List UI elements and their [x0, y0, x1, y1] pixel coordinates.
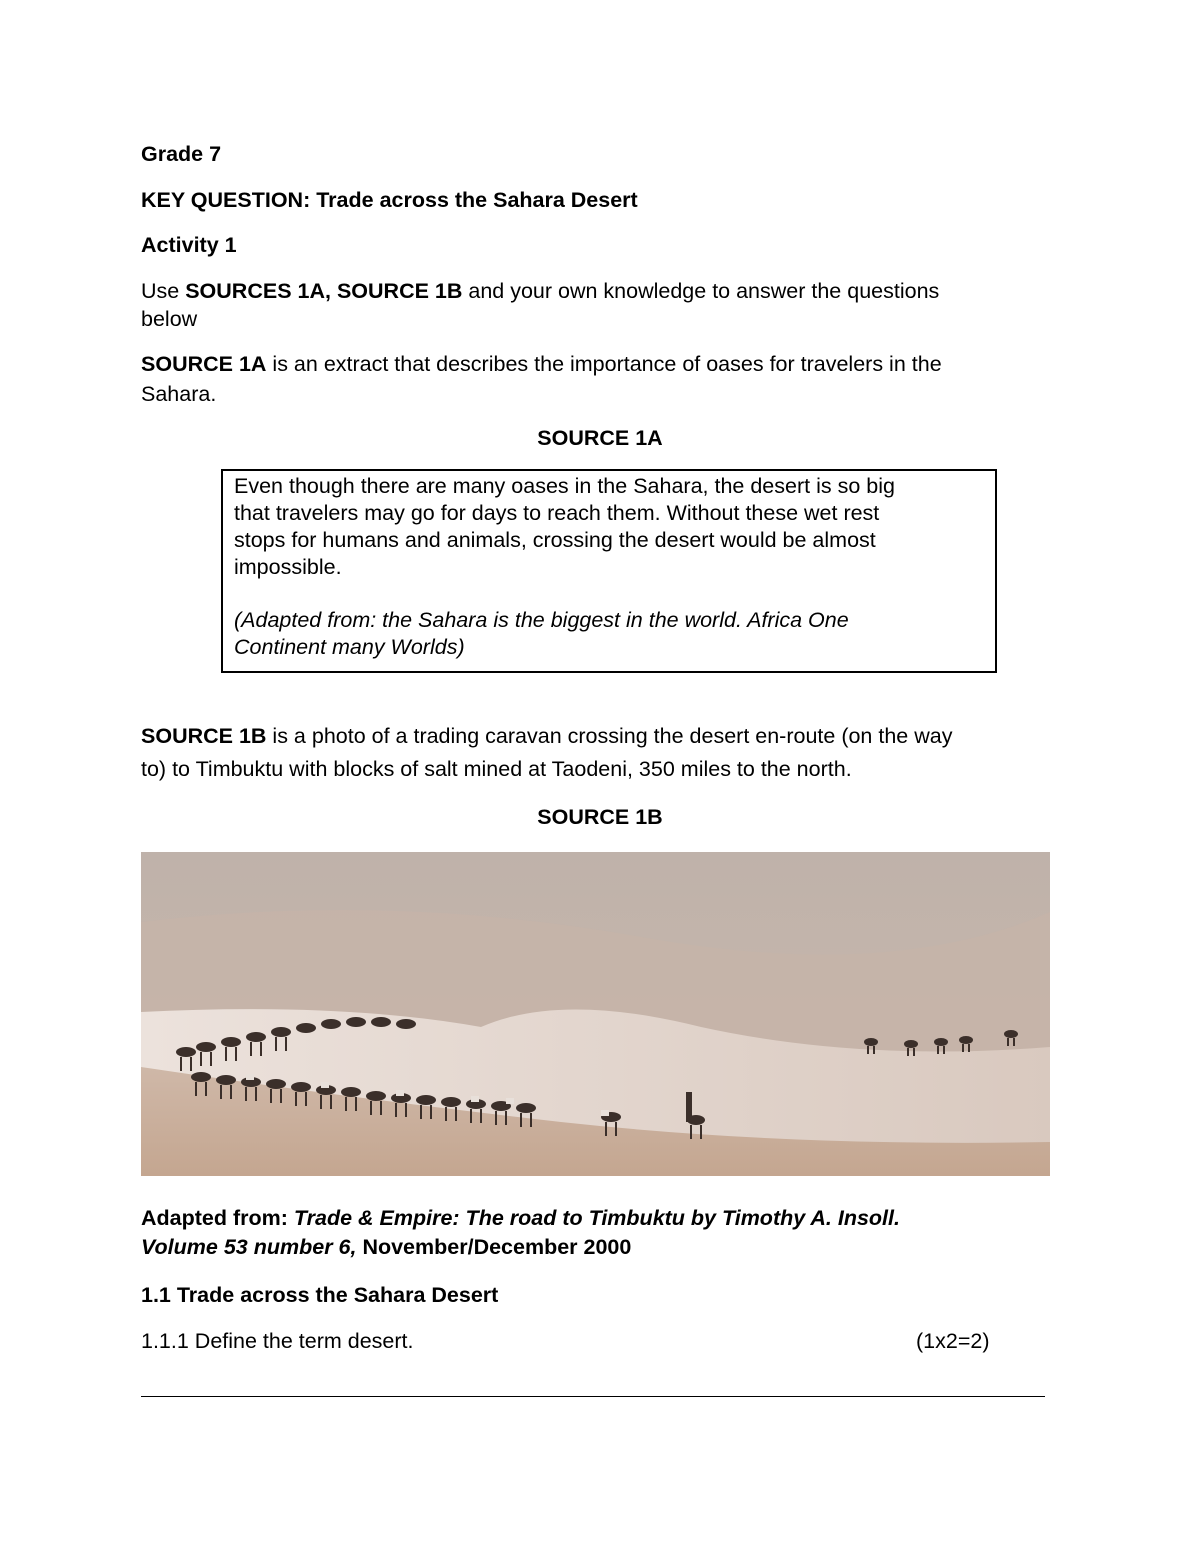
source1b-heading: SOURCE 1B — [537, 805, 663, 829]
caravan-photo — [141, 852, 1050, 1176]
caravan-illustration — [141, 852, 1050, 1176]
question-marks: (1x2=2) — [916, 1329, 990, 1353]
source1a-text-line: Even though there are many oases in the Sahara, the desert is so big — [234, 474, 895, 498]
activity-label: Activity 1 — [141, 233, 237, 257]
source1a-text-line: that travelers may go for days to reach them. Without these wet rest — [234, 501, 880, 525]
question-1-1-1: 1.1.1 Define the term desert. — [141, 1329, 414, 1353]
section-heading: 1.1 Trade across the Sahara Desert — [141, 1283, 499, 1307]
key-question: KEY QUESTION: Trade across the Sahara Desert — [141, 188, 638, 212]
instruction-line-1: Use SOURCES 1A, SOURCE 1B and your own knowledge to answer the questions — [141, 279, 940, 303]
grade-label: Grade 7 — [141, 142, 222, 166]
adapted-line-1: Adapted from: Trade & Empire: The road to Timbuktu by Timothy A. Insoll. — [141, 1206, 900, 1230]
source1a-intro-line-1: SOURCE 1A is an extract that describes the importance of oases for travelers in the — [141, 352, 942, 376]
answer-line[interactable] — [141, 1396, 1045, 1397]
source1a-citation-line: Continent many Worlds) — [234, 635, 465, 659]
source1a-text-line: impossible. — [234, 555, 342, 579]
source1a-heading: SOURCE 1A — [537, 426, 663, 450]
source1a-text-line: stops for humans and animals, crossing the desert would be almost — [234, 528, 876, 552]
source1a-box — [221, 469, 997, 673]
source1a-intro-line-2: Sahara. — [141, 382, 217, 406]
source1b-intro-line-1: SOURCE 1B is a photo of a trading caravan crossing the desert en-route (on the way — [141, 724, 953, 748]
source1b-intro-line-2: to) to Timbuktu with blocks of salt mined at Taodeni, 350 miles to the north. — [141, 757, 852, 781]
instruction-line-2: below — [141, 307, 198, 331]
adapted-line-2: Volume 53 number 6, November/December 2000 — [141, 1235, 632, 1259]
source1a-citation-line: (Adapted from: the Sahara is the biggest in the world. Africa One — [234, 608, 849, 632]
